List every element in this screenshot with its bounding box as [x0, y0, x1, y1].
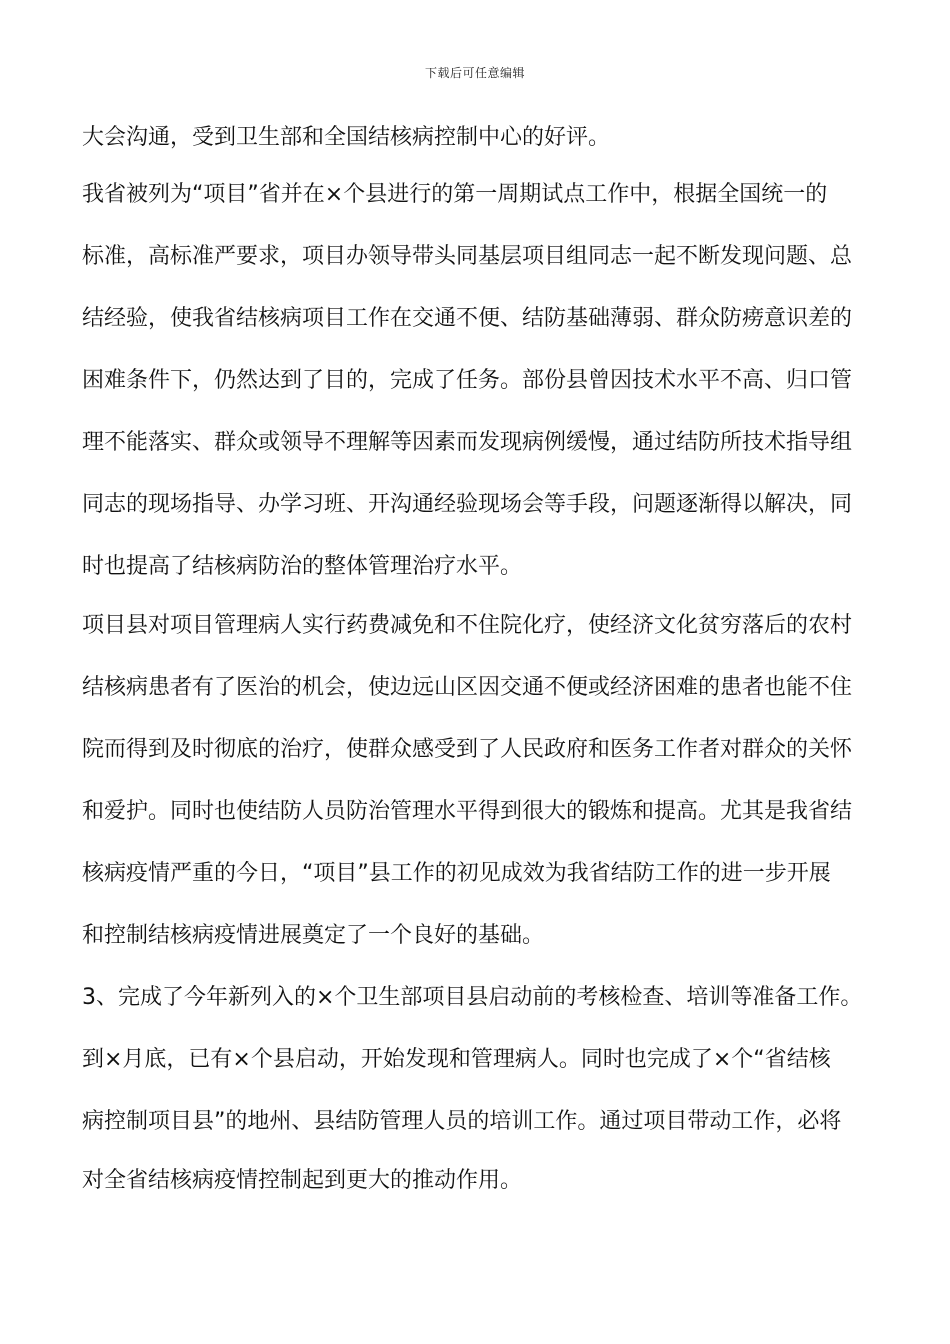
paragraph-line: 病控制项目县”的地州、县结防管理人员的培训工作。通过项目带动工作，必将	[82, 1109, 842, 1134]
paragraph-line: 困难条件下，仍然达到了目的，完成了任务。部份县曾因技术水平不高、归口管	[82, 368, 853, 393]
paragraph-line: 核病疫情严重的今日，“项目”县工作的初见成效为我省结防工作的进一步开展	[82, 861, 831, 886]
paragraph-line: 对全省结核病疫情控制起到更大的推动作用。	[82, 1168, 523, 1193]
header-note: 下载后可任意编辑	[424, 66, 525, 80]
paragraph-line: 项目县对项目管理病人实行药费减免和不住院化疗，使经济文化贫穷落后的农村	[82, 613, 853, 638]
paragraph-line: 我省被列为“项目”省并在×个县进行的第一周期试点工作中，根据全国统一的	[82, 182, 828, 207]
paragraph-line: 和爱护。同时也使结防人员防治管理水平得到很大的锻炼和提高。尤其是我省结	[82, 799, 853, 824]
paragraph-line: 和控制结核病疫情进展奠定了一个良好的基础。	[82, 923, 545, 948]
paragraph-line: 时也提高了结核病防治的整体管理治疗水平。	[82, 554, 523, 579]
paragraph-line: 结经验，使我省结核病项目工作在交通不便、结防基础薄弱、群众防痨意识差的	[82, 306, 853, 331]
paragraph-line: 同志的现场指导、办学习班、开沟通经验现场会等手段，问题逐渐得以解决，同	[82, 492, 853, 517]
paragraph-line: 3、完成了今年新列入的×个卫生部项目县启动前的考核检查、培训等准备工作。	[82, 985, 863, 1010]
paragraph-line: 结核病患者有了医治的机会，使边远山区因交通不便或经济困难的患者也能不住	[82, 675, 853, 700]
paragraph-line: 院而得到及时彻底的治疗，使群众感受到了人民政府和医务工作者对群众的关怀	[82, 737, 853, 762]
paragraph-line: 大会沟通，受到卫生部和全国结核病控制中心的好评。	[82, 125, 611, 150]
paragraph-line: 理不能落实、群众或领导不理解等因素而发现病例缓慢，通过结防所技术指导组	[82, 430, 853, 455]
paragraph-line: 标准，高标准严要求，项目办领导带头同基层项目组同志一起不断发现问题、总	[82, 244, 853, 269]
paragraph-line: 到×月底，已有×个县启动，开始发现和管理病人。同时也完成了×个“省结核	[82, 1047, 831, 1072]
